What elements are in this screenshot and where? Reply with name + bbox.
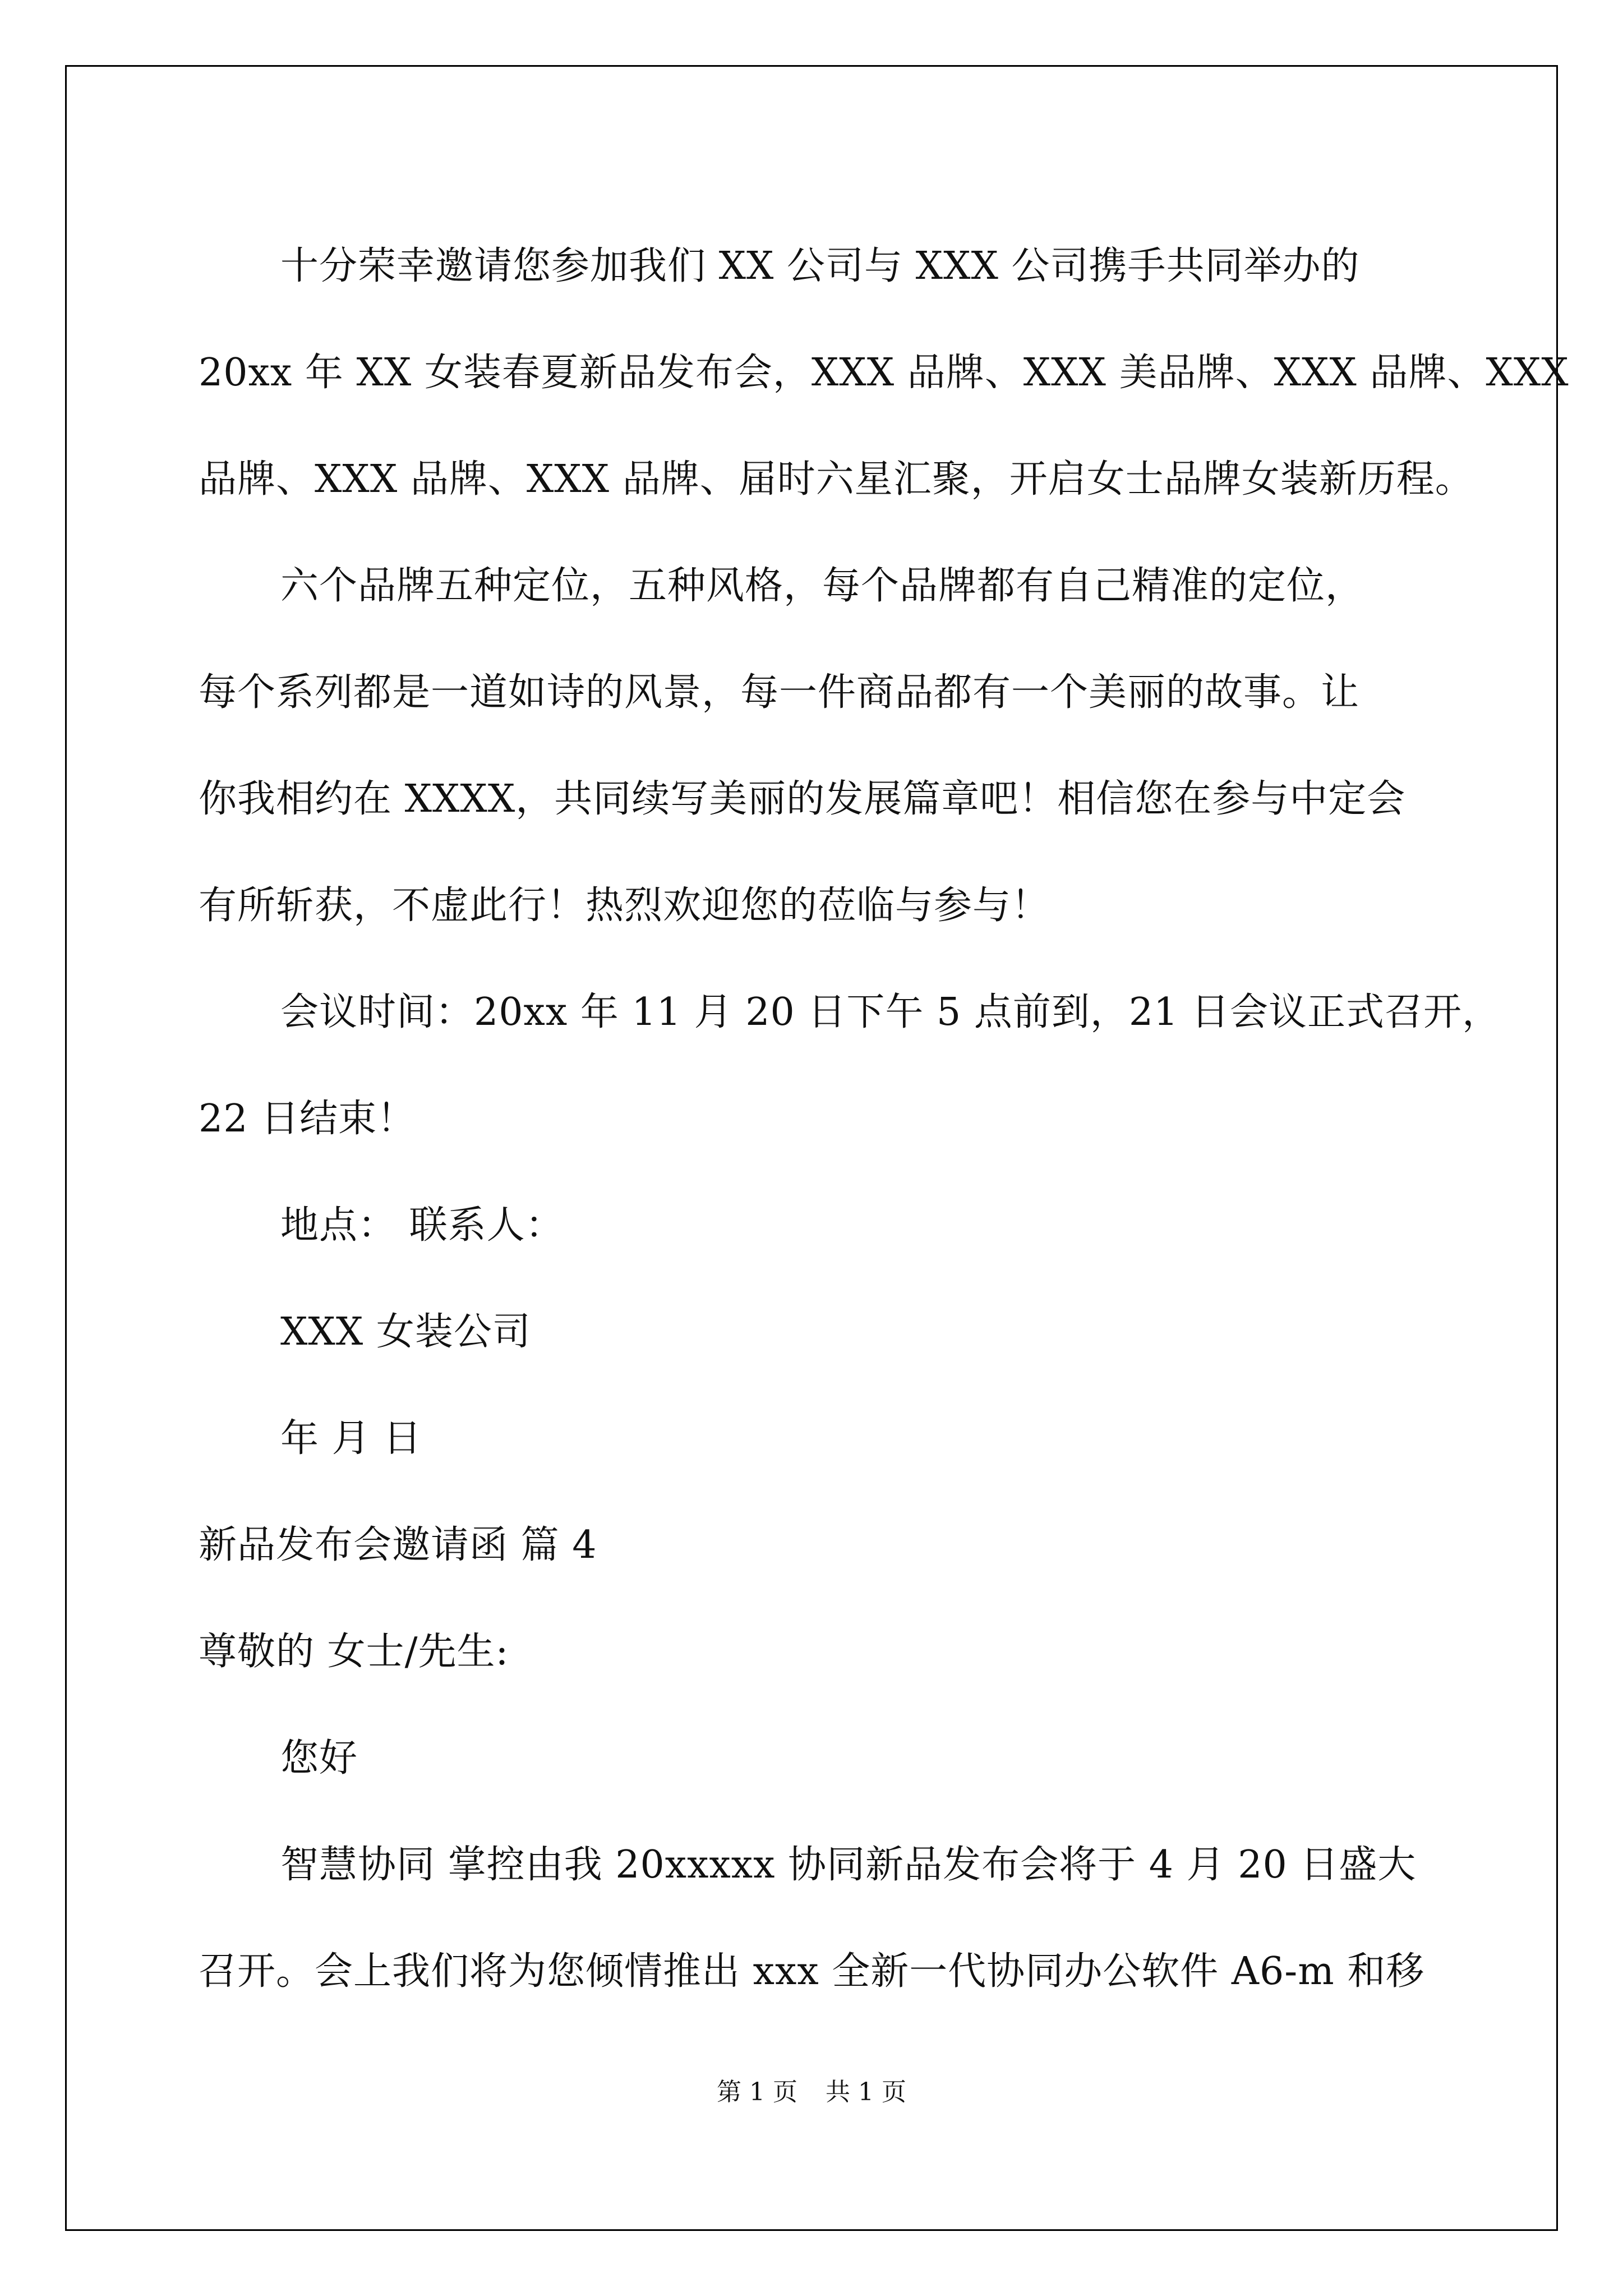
- paragraph-line: 有所斩获，不虚此行！热烈欢迎您的莅临与参与！: [199, 884, 1050, 928]
- paragraph-line: 20xx 年 XX 女装春夏新品发布会，XXX 品牌、XXX 美品牌、XXX 品牌、XXX: [199, 351, 1569, 395]
- page-number: 第 1 页: [717, 2078, 797, 2106]
- paragraph-line: 六个品牌五种定位，五种风格，每个品牌都有自己精准的定位，: [280, 564, 1364, 608]
- page-footer: [0, 2076, 1623, 2109]
- document-body: [199, 213, 1569, 2025]
- company-name: XXX 女装公司: [280, 1310, 531, 1354]
- location-contact-line: 地点： 联系人：: [280, 1203, 564, 1248]
- paragraph-line: 品牌、XXX 品牌、XXX 品牌、届时六星汇聚，开启女士品牌女装新历程。: [199, 457, 1474, 501]
- paragraph-line: 你我相约在 XXXX，共同续写美丽的发展篇章吧！相信您在参与中定会: [199, 777, 1406, 821]
- page-total: 共 1 页: [826, 2078, 906, 2106]
- paragraph-line: 十分荣幸邀请您参加我们 XX 公司与 XXX 公司携手共同举办的: [280, 244, 1360, 288]
- meeting-time-line: 会议时间：20xx 年 11 月 20 日下午 5 点前到，21 日会议正式召开，: [280, 990, 1501, 1034]
- meeting-time-line: 22 日结束！: [199, 1097, 416, 1141]
- paragraph-line: 智慧协同 掌控由我 20xxxxx 协同新品发布会将于 4 月 20 日盛大: [280, 1843, 1417, 1887]
- date-line: 年 月 日: [280, 1416, 422, 1461]
- greeting: 您好: [280, 1736, 358, 1780]
- salutation: 尊敬的 女士/先生:: [199, 1630, 509, 1674]
- paragraph-line: 每个系列都是一道如诗的风景，每一件商品都有一个美丽的故事。让: [199, 670, 1360, 715]
- section-heading: 新品发布会邀请函 篇 4: [199, 1523, 597, 1567]
- paragraph-line: 召开。会上我们将为您倾情推出 xxx 全新一代协同办公软件 A6-m 和移: [199, 1949, 1425, 1994]
